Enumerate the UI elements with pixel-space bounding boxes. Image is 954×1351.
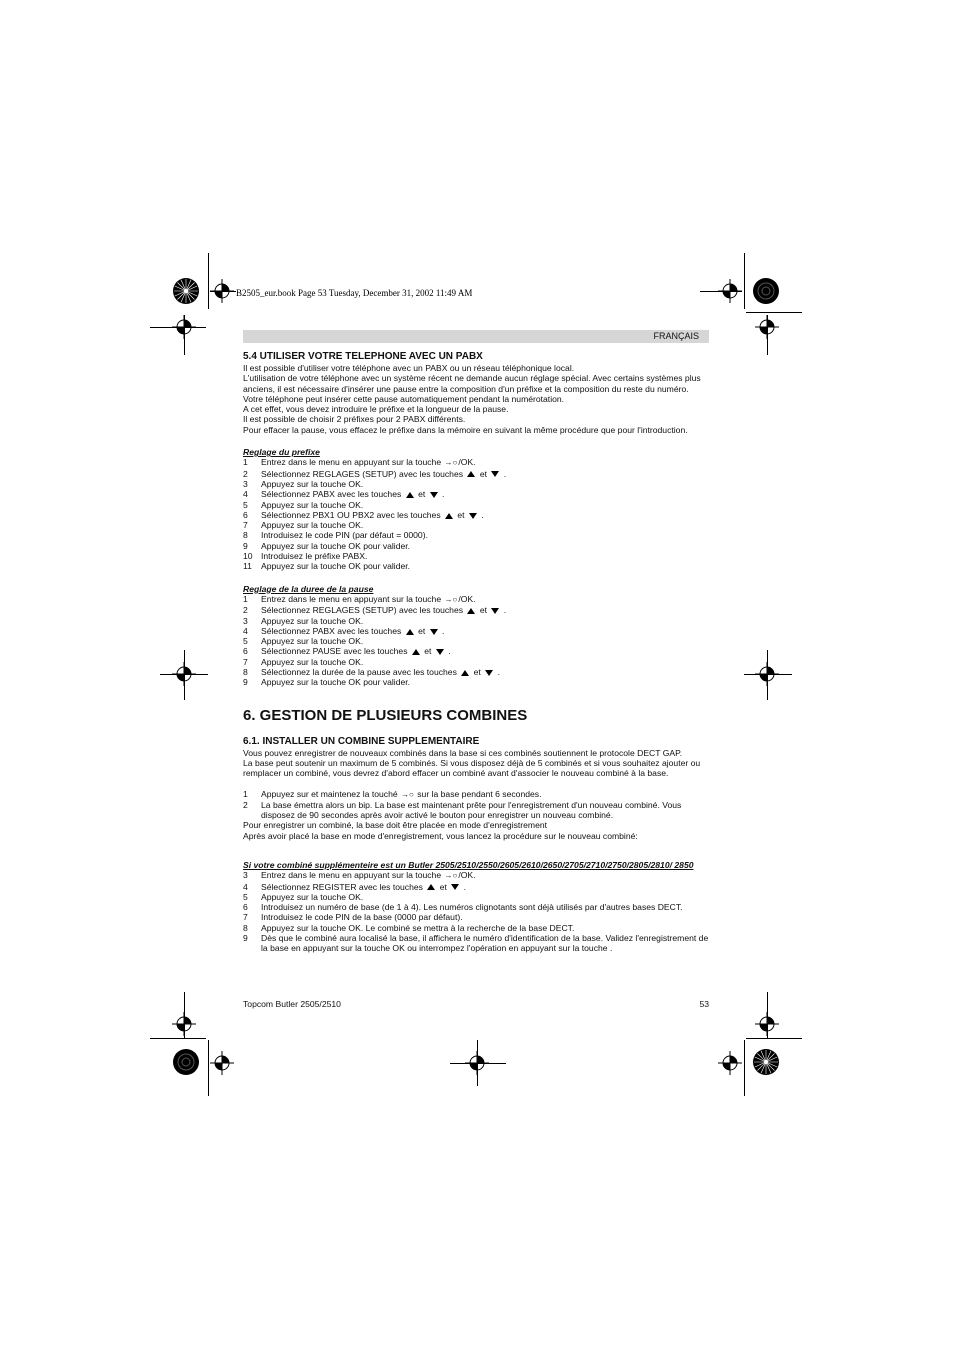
step-text: Appuyez sur la touche OK. [261, 499, 364, 510]
phone-key-icon: →○ [401, 789, 414, 799]
step-text: Appuyez sur la touche OK pour valider. [261, 540, 411, 551]
step-text: Appuyez sur la touche OK. [261, 636, 364, 647]
step-number: 5 [243, 499, 248, 510]
paragraph: Pour enregistrer un combiné, la base doit être placée en mode d'enregistrement [243, 820, 548, 831]
arrow-up-icon [445, 513, 453, 519]
step-item [243, 657, 709, 667]
step-text: Sélectionnez PBX1 OU PBX2 avec les touches [261, 509, 444, 520]
arrow-up-icon [412, 649, 420, 655]
registration-rosette-icon [172, 277, 200, 305]
page-number: 53 [699, 999, 709, 1009]
step-number: 6 [243, 646, 248, 657]
section-6-1-intro [243, 748, 709, 779]
step-item [243, 923, 709, 933]
step-text: Appuyez sur la touche OK. [261, 478, 364, 489]
step-item [243, 902, 709, 912]
crosshair-target-icon [718, 279, 742, 303]
step-item: 4 Sélectionnez PABX avec les touches et . [243, 489, 445, 500]
step-item: 6 Sélectionnez PBX1 OU PBX2 avec les touches et . [243, 509, 484, 520]
step-number: 7 [243, 912, 248, 923]
base-steps-list [243, 789, 709, 821]
step-number: 1 [243, 593, 248, 604]
step-text: Entrez dans le menu en appuyant sur la touche [261, 457, 444, 468]
step-number: 4 [243, 489, 248, 500]
crosshair-target-icon [718, 1051, 742, 1075]
arrow-down-icon [451, 884, 459, 890]
step-item [243, 870, 709, 881]
step-item [243, 457, 709, 468]
arrow-down-icon [491, 471, 499, 477]
prefix-settings-title: Reglage du prefixe [243, 447, 320, 458]
phone-key-icon: →○ [444, 871, 458, 881]
registration-rosette-icon [752, 277, 780, 305]
step-text-end: . [461, 881, 467, 892]
step-text-end: /OK. [458, 457, 476, 468]
arrow-up-icon [467, 608, 475, 614]
step-text: Appuyez sur la touche OK. [261, 520, 364, 531]
step-text-end: . [439, 625, 445, 636]
arrow-up-icon [427, 884, 435, 890]
step-number: 2 [243, 468, 248, 479]
arrow-up-icon [406, 629, 414, 635]
registration-rosette-icon [752, 1048, 780, 1076]
step-text-end: . [501, 468, 507, 479]
step-text: Sélectionnez REGISTER avec les touches [261, 881, 426, 892]
arrow-up-icon [467, 471, 475, 477]
arrow-down-icon [491, 608, 499, 614]
pause-settings-title: Reglage de la duree de la pause [243, 583, 374, 594]
step-text-end: . [495, 667, 500, 678]
paragraph: Il est possible d'utiliser votre téléphone avec un PABX ou un réseau téléphonique local. [243, 363, 575, 373]
section-heading-6-1: 6.1. INSTALLER UN COMBINE SUPPLEMENTAIRE [243, 735, 480, 747]
step-item [243, 933, 709, 954]
step-item: 2 Sélectionnez REGLAGES (SETUP) avec les touches et . [243, 605, 507, 616]
section-heading-5-4: 5.4 UTILISER VOTRE TELEPHONE AVEC UN PABX [243, 351, 483, 362]
step-item: 2 Sélectionnez REGLAGES (SETUP) avec les touches et . [243, 468, 507, 479]
step-item [243, 551, 709, 561]
phone-key-icon: →○ [444, 594, 458, 604]
step-item: 6 Sélectionnez PAUSE avec les touches et . [243, 646, 451, 657]
step-text: Sélectionnez PABX avec les touches [261, 625, 404, 636]
page-footer [243, 999, 709, 1009]
step-text: Appuyez sur la touche OK pour valider. [261, 561, 411, 572]
step-text: Appuyez sur la touche OK. [261, 891, 364, 902]
step-text: Entrez dans le menu en appuyant sur la touche [261, 870, 444, 881]
step-text: Sélectionnez REGLAGES (SETUP) avec les touches [261, 468, 466, 479]
step-text-end: sur la base pendant 6 secondes. [414, 788, 542, 799]
print-slug: B2505_eur.book Page 53 Tuesday, December 31, 2002 11:49 AM [236, 288, 473, 298]
step-item [243, 912, 709, 922]
paragraph: La base peut soutenir un maximum de 5 combinés. Si vous disposez déjà de 5 combinés et si vous souhaitez ajouter ou remplacer un combiné, vous devrez d'abord effacer un combiné avant d'associer le nouveau combiné à la base. [243, 757, 701, 779]
paragraph: Il est possible de choisir 2 préfixes pour 2 PABX différents. [243, 414, 466, 425]
step-number: 6 [243, 509, 248, 520]
step-item [243, 616, 709, 626]
step-item [243, 636, 709, 646]
step-item [243, 677, 709, 687]
step-item [243, 530, 709, 540]
step-number: 3 [243, 615, 248, 626]
paragraph: A cet effet, vous devez introduire le préfixe et la longueur de la pause. [243, 404, 509, 415]
step-text: Sélectionnez la durée de la pause avec les touches [261, 667, 460, 678]
step-number: 8 [243, 922, 248, 933]
arrow-down-icon [430, 492, 438, 498]
step-item [243, 594, 709, 605]
step-text: Sélectionnez PAUSE avec les touches [261, 646, 410, 657]
crosshair-target-icon [172, 315, 196, 339]
crosshair-target-icon [755, 315, 779, 339]
step-text: Appuyez sur la touche OK. [261, 615, 364, 626]
butler-handset-title: Si votre combiné supplémenteire est un Butler 2505/2510/2550/2605/2610/2650/2705/2710/2750/2805/2810/ 2850 [243, 859, 694, 870]
arrow-up-icon [406, 492, 414, 498]
step-number: 8 [243, 530, 248, 541]
registration-rosette-icon [172, 1048, 200, 1076]
step-number: 1 [243, 788, 248, 799]
step-text: Introduisez le code PIN de la base (0000 par défaut). [261, 912, 463, 923]
step-number: 8 [243, 667, 248, 678]
step-number: 4 [243, 881, 248, 892]
step-item: 8 Sélectionnez la durée de la pause avec les touches et . [243, 667, 500, 678]
step-number: 5 [243, 891, 248, 902]
paragraph: Vous pouvez enregistrer de nouveaux combinés dans la base si ces combinés soutiennent le protocole DECT GAP. [243, 747, 683, 758]
step-number: 4 [243, 625, 248, 636]
step-text: Dès que le combiné aura localisé la base, il affichera le numéro d'identification de la base. Validez l'enregistrement de la base en appuyant sur la touche OK ou interrompez l'opération en appuyant sur la touche . [261, 933, 709, 954]
step-text-end: . [501, 605, 507, 616]
crosshair-target-icon [210, 1051, 234, 1075]
crosshair-target-icon [465, 1051, 489, 1075]
step-text-end: . [478, 509, 484, 520]
footer-product-name: Topcom Butler 2505/2510 [243, 999, 341, 1009]
step-text-end: . [439, 489, 445, 500]
step-item [243, 800, 709, 821]
arrow-down-icon [469, 513, 477, 519]
step-number: 2 [243, 799, 248, 810]
crosshair-target-icon [172, 1012, 196, 1036]
step-text: Introduisez le code PIN (par défaut = 0000). [261, 530, 428, 541]
arrow-down-icon [430, 629, 438, 635]
step-number: 5 [243, 636, 248, 647]
paragraph: Après avoir placé la base en mode d'enregistrement, vous lancez la procédure sur le nouveau combiné: [243, 830, 638, 841]
section-6-1-after [243, 820, 709, 841]
step-number: 6 [243, 902, 248, 913]
step-text: La base émettra alors un bip. La base est maintenant prête pour l'enregistrement d'un nouveau combiné. Vous disposez de 90 secondes après avoir activé le bouton pour enregistrer un nouveau combiné. [261, 799, 682, 821]
step-item: 4 Sélectionnez REGISTER avec les touches et . [243, 881, 467, 892]
butler-steps-list [243, 870, 709, 953]
crosshair-target-icon [172, 662, 196, 686]
crosshair-target-icon [210, 279, 234, 303]
step-item [243, 892, 709, 902]
step-text: Appuyez sur la touche OK. [261, 656, 364, 667]
arrow-down-icon [436, 649, 444, 655]
step-number: 9 [243, 933, 248, 944]
language-label: FRANÇAIS [653, 331, 699, 341]
step-number: 11 [243, 561, 252, 572]
step-text-end: /OK. [458, 593, 476, 604]
pause-steps-list [243, 594, 709, 688]
step-text: Sélectionnez PABX avec les touches [261, 489, 404, 500]
arrow-up-icon [461, 670, 469, 676]
step-text-end: . [445, 646, 451, 657]
step-number: 1 [243, 457, 248, 468]
step-item: 4 Sélectionnez PABX avec les touches et . [243, 625, 445, 636]
step-text: Introduisez un numéro de base (de 1 à 4). Les numéros clignotants sont déjà utilisés par d'autres bases DECT. [261, 902, 683, 913]
step-number: 3 [243, 870, 248, 881]
section-5-4-body [243, 363, 709, 435]
chapter-heading-6: 6. GESTION DE PLUSIEURS COMBINES [243, 706, 528, 724]
step-number: 2 [243, 605, 248, 616]
crosshair-target-icon [755, 662, 779, 686]
step-number: 3 [243, 478, 248, 489]
step-item [243, 520, 709, 530]
step-text-end: /OK. [458, 870, 476, 881]
step-item [243, 479, 709, 489]
step-number: 10 [243, 551, 253, 562]
step-text: Appuyez sur et maintenez la touché [261, 788, 401, 799]
language-header-bar [243, 330, 709, 343]
step-text: Introduisez le préfixe PABX. [261, 551, 368, 562]
paragraph: L'utilisation de votre téléphone avec un système récent ne demande aucun réglage spécial. Avec certains systèmes plus anciens, il est nécessaire d'insérer une pause entre la composition d'un préfixe et la composition du reste du numéro. Votre téléphone peut insérer cette pause automatiquement pendant la numérotation. [243, 373, 701, 404]
step-item [243, 500, 709, 510]
step-number: 9 [243, 677, 248, 688]
prefix-steps-list [243, 457, 709, 571]
step-text: Appuyez sur la touche OK. Le combiné se mettra à la recherche de la base DECT. [261, 922, 575, 933]
step-item [243, 541, 709, 551]
crosshair-target-icon [755, 1012, 779, 1036]
step-text: Sélectionnez REGLAGES (SETUP) avec les touches [261, 605, 466, 616]
step-text: Appuyez sur la touche OK pour valider. [261, 677, 411, 688]
arrow-down-icon [485, 670, 493, 676]
step-number: 9 [243, 540, 248, 551]
step-number: 7 [243, 656, 248, 667]
paragraph: Pour effacer la pause, vous effacez le préfixe dans la mémoire en suivant la même procédure que pour l'introduction. [243, 424, 688, 435]
phone-key-icon: →○ [444, 458, 458, 468]
step-number: 7 [243, 520, 248, 531]
step-item [243, 789, 709, 800]
step-item [243, 561, 709, 571]
step-text: Entrez dans le menu en appuyant sur la touche [261, 593, 444, 604]
page-content [243, 351, 709, 954]
